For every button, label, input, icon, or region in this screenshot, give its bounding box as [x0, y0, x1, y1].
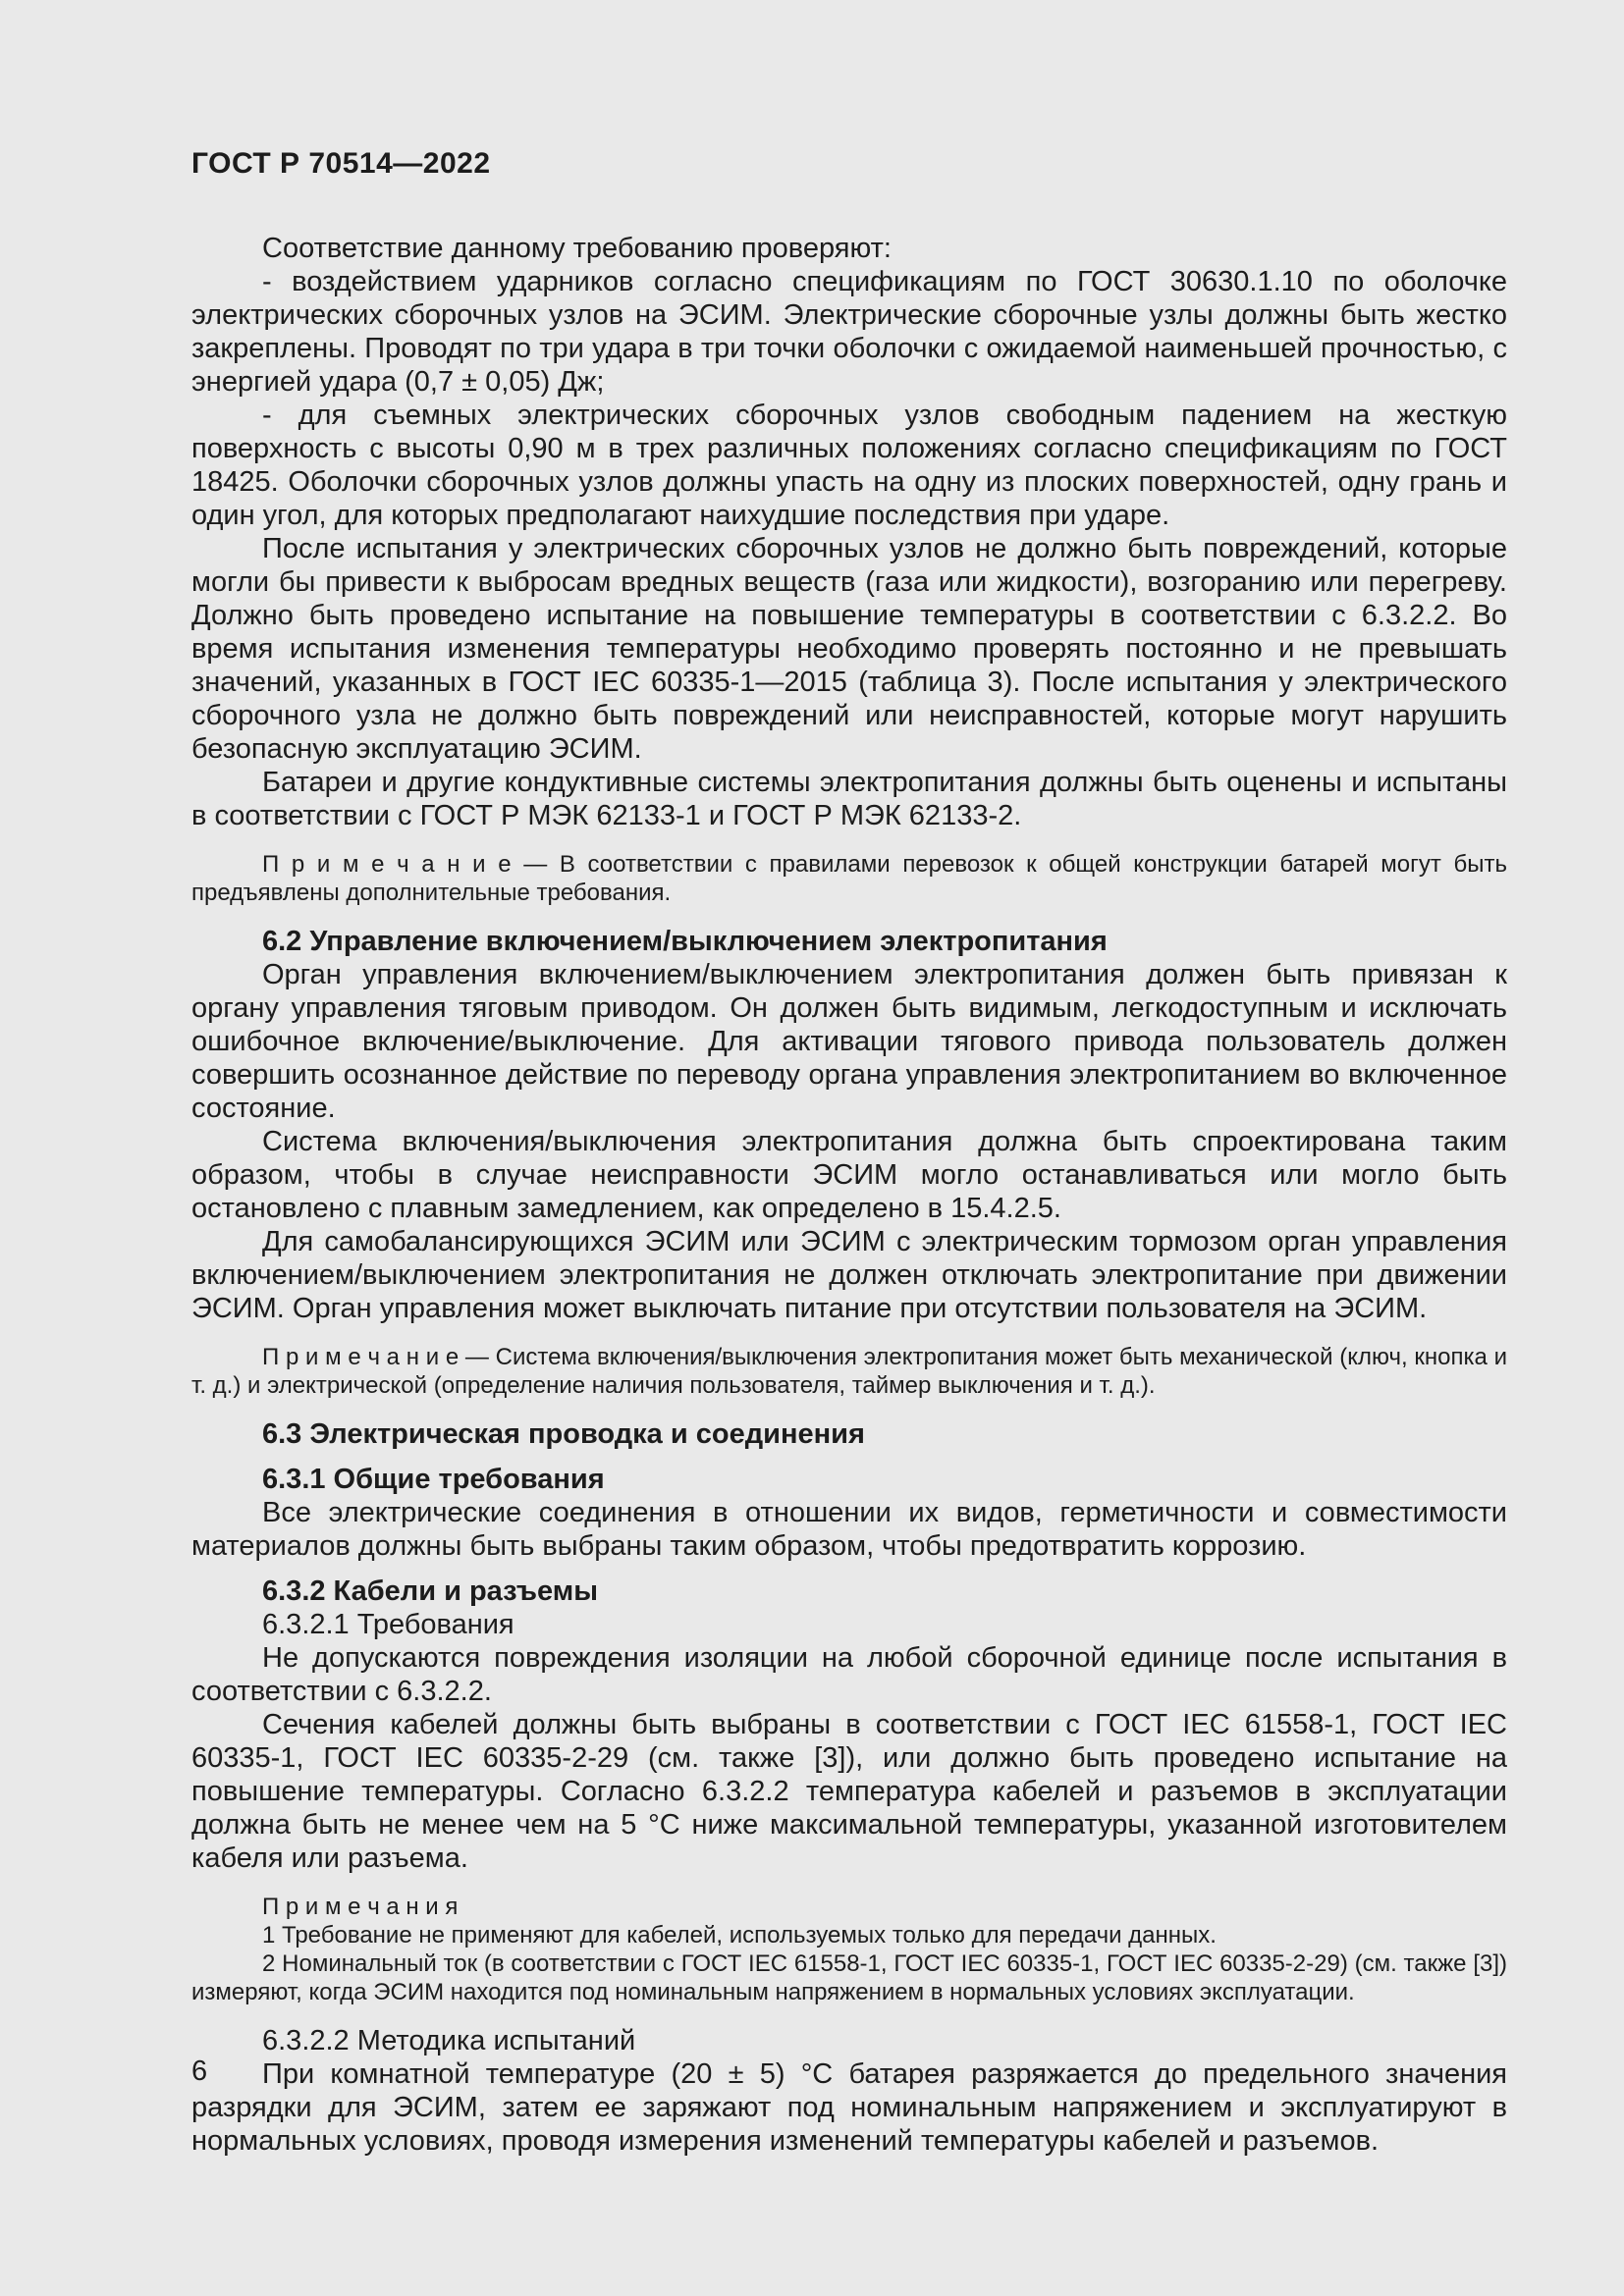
body-paragraph: Сечения кабелей должны быть выбраны в соответствии с ГОСТ IEC 61558-1, ГОСТ IEC 60335-1, ГОСТ IEC 60335-2-29 (см. также [3]), или должно быть проведено испытание на повышение температуры. Согласно 6.3.2.2 температура кабелей и разъемов в эксплуатации должна быть не менее чем на 5 °С ниже максимальной температуры, указанной изготовителем кабеля или разъема.	[191, 1709, 1507, 1874]
notes-block	[191, 1893, 1507, 2006]
clause-heading: 6.3.2.1 Требования	[262, 1609, 514, 1640]
body-paragraph: После испытания у электрических сборочных узлов не должно быть повреждений, которые могли бы привести к выбросам вредных веществ (газа или жидкости), возгоранию или перегреву. Должно быть проведено испытание на повышение температуры в соответствии с 6.3.2.2. Во время испытания изменения температуры необходимо проверять постоянно и не превышать значений, указанных в ГОСТ IEC 60335-1—2015 (таблица 3). После испытания у электрического сборочного узла не должно быть повреждений или неисправностей, которые могут нарушить безопасную эксплуатацию ЭСИМ.	[191, 533, 1507, 765]
body-paragraph: Система включения/выключения электропитания должна быть спроектирована таким образом, чтобы в случае неисправности ЭСИМ могло останавливаться или могло быть остановлено с плавным замедлением, как определено в 15.4.2.5.	[191, 1126, 1507, 1224]
page-number: 6	[191, 2056, 208, 2087]
clause-heading: 6.3.2.2 Методика испытаний	[262, 2025, 636, 2056]
section-heading: 6.3.2 Кабели и разъемы	[262, 1575, 598, 1607]
body-paragraph: Соответствие данному требованию проверяют:	[262, 233, 892, 264]
note-paragraph: П р и м е ч а н и е — В соответствии с правилами перевозок к общей конструкции батарей могут быть предъявлены дополнительные требования.	[191, 851, 1507, 906]
document-content	[191, 232, 1507, 2158]
body-paragraph: - воздействием ударников согласно спецификациям по ГОСТ 30630.1.10 по оболочке электрических сборочных узлов на ЭСИМ. Электрические сборочные узлы должны быть жестко закреплены. Проводят по три удара в три точки оболочки с ожидаемой наименьшей прочностью, с энергией удара (0,7 ± 0,05) Дж;	[191, 266, 1507, 398]
section-heading: 6.2 Управление включением/выключением электропитания	[262, 926, 1108, 957]
body-paragraph: - для съемных электрических сборочных узлов свободным падением на жесткую поверхность с высоты 0,90 м в трех различных положениях согласно спецификациям по ГОСТ 18425. Оболочки сборочных узлов должны упасть на одну из плоских поверхностей, одну грань и один угол, для которых предполагают наихудшие последствия при ударе.	[191, 400, 1507, 531]
body-paragraph: Для самобалансирующихся ЭСИМ или ЭСИМ с электрическим тормозом орган управления включением/выключением электропитания не должен отключать электропитание при движении ЭСИМ. Орган управления может выключать питание при отсутствии пользователя на ЭСИМ.	[191, 1226, 1507, 1324]
body-paragraph: Орган управления включением/выключением электропитания должен быть привязан к органу управления тяговым приводом. Он должен быть видимым, легкодоступным и исключать ошибочное включение/выключение. Для активации тягового привода пользователь должен совершить осознанное действие по переводу органа управления электропитанием во включенное состояние.	[191, 959, 1507, 1124]
body-paragraph: Не допускаются повреждения изоляции на любой сборочной единице после испытания в соответствии с 6.3.2.2.	[191, 1642, 1507, 1707]
section-heading: 6.3 Электрическая проводка и соединения	[262, 1418, 865, 1450]
body-paragraph: Все электрические соединения в отношении их видов, герметичности и совместимости материалов должны быть выбраны таким образом, чтобы предотвратить коррозию.	[191, 1497, 1507, 1562]
section-heading: 6.3.1 Общие требования	[262, 1464, 605, 1495]
note-paragraph: П р и м е ч а н и е — Система включения/выключения электропитания может быть механической (ключ, кнопка и т. д.) и электрической (определение наличия пользователя, таймер выключения и т. д.).	[191, 1344, 1507, 1399]
body-paragraph: Батареи и другие кондуктивные системы электропитания должны быть оценены и испытаны в соответствии с ГОСТ Р МЭК 62133-1 и ГОСТ Р МЭК 62133-2.	[191, 767, 1507, 831]
body-paragraph: При комнатной температуре (20 ± 5) °С батарея разряжается до предельного значения разрядки для ЭСИМ, затем ее заряжают под номинальным напряжением и эксплуатируют в нормальных условиях, проводя измерения изменений температуры кабелей и разъемов.	[191, 2058, 1507, 2157]
note-line: 2 Номинальный ток (в соответствии с ГОСТ IEC 61558-1, ГОСТ IEC 60335-1, ГОСТ IEC 60335-2-29) (см. также [3]) измеряют, когда ЭСИМ находится под номинальным напряжением в нормальных условиях эксплуатации.	[191, 1950, 1507, 2005]
document-code-header: ГОСТ Р 70514—2022	[191, 147, 491, 180]
note-line: 1 Требование не применяют для кабелей, используемых только для передачи данных.	[262, 1922, 1217, 1949]
note-line: П р и м е ч а н и я	[262, 1894, 459, 1920]
